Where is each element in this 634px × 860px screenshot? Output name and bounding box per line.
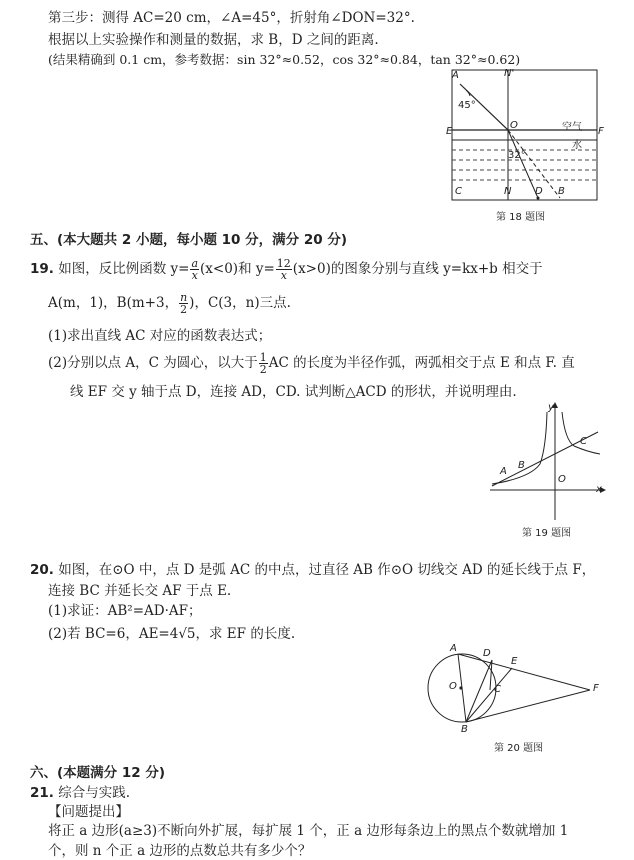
fig19-label-C: C [580,436,587,447]
fig18-label-32deg: 32° [508,150,526,161]
q19-f4-num: 1 [259,351,267,364]
fig19-caption: 第 19 题图 [522,528,572,539]
q19-f3-num: n [180,291,188,304]
q19-text-2b: )，C(3，n)三点. [189,295,291,311]
q19-text-1a: 如图，反比例函数 y= [58,261,190,277]
q20-part2: (2)若 BC=6，AE=4√5，求 EF 的长度. [48,626,296,642]
fig19-label-O: O [558,474,566,485]
fig18-label-D: D [535,186,543,197]
q18-step3: 第三步：测得 AC=20 cm，∠A=45°，折射角∠DON=32°. [48,10,415,26]
q20-part1: (1)求证：AB²=AD·AF； [48,603,202,619]
fig20-label-F: F [593,683,599,694]
fig19-label-B: B [518,460,525,471]
q21-number: 21. [30,785,54,801]
q19-text-p2a: (2)分别以点 A，C 为圆心，以大于 [48,355,258,371]
q18-ask: 根据以上实验操作和测量的数据，求 B，D 之间的距离. [48,32,379,48]
q21-text-1: 将正 a 边形(a≥3)不断向外扩展，每扩展 1 个，正 a 边形每条边上的黑点个数就增加 1 [48,823,569,839]
fig18-label-F: F [598,126,604,137]
q19-f1-den: x [191,269,198,282]
fig19-label-A: A [500,466,507,477]
q19-f2-den: x [280,269,287,282]
fig18-label-Nprime: N' [504,68,515,79]
fig18-label-E: E [446,126,453,137]
q21-text-2: 个，则 n 个正 a 边形的点数总共有多少个？ [48,843,312,859]
fig20-label-B: B [461,724,468,735]
fig18-label-45deg: 45° [458,100,476,111]
q19-text-1b: (x<0)和 y= [200,261,275,277]
fig19-label-y: y [548,402,554,413]
q20-number: 20. [30,562,54,578]
q19-text-p2b: AC 的长度为半径作弧，两弧相交于点 E 和点 F. 直 [268,355,575,371]
section5-title: 五、(本大题共 2 小题，每小题 10 分，满分 20 分) [30,232,348,248]
q19-f3-den: 2 [180,303,188,316]
q21-title: 综合与实践. [58,785,131,801]
q19-f2-num: 12 [276,257,291,270]
fig20-label-D: D [483,648,491,659]
q19-f4-den: 2 [259,363,267,376]
q19-part1: (1)求出直线 AC 对应的函数表达式； [48,328,272,344]
fig20-label-A: A [450,643,457,654]
q20-text-1: 如图，在⊙O 中，点 D 是弧 AC 的中点，过直径 AB 作⊙O 切线交 AD 的延长线于点 F， [58,562,596,578]
fig18-label-O: O [510,120,518,131]
q18-precision: (结果精确到 0.1 cm，参考数据：sin 32°≈0.52，cos 32°≈0.84，tan 32°≈0.62) [48,52,521,67]
q21-heading: 【问题提出】 [48,804,129,820]
fig18-label-B: B [558,186,565,197]
fig19-label-x: x [596,484,602,495]
fig18-label-N: N [504,186,512,197]
q21-line1 [30,784,130,802]
fig18-label-A: A [452,70,459,81]
q19-text-2a: A(m，1)，B(m+3， [48,295,179,311]
fig18-label-air: 空气 [562,122,582,133]
fig20-label-O: O [449,681,457,692]
q20-line2: 连接 BC 并延长交 AF 于点 E. [48,583,232,599]
fig18-label-C: C [455,186,462,197]
fig18-label-water: 水 [572,140,582,151]
fig20-label-C: C [494,684,501,695]
section6-title: 六、(本题满分 12 分) [30,765,166,781]
q19-number: 19. [30,261,54,277]
fig20-caption: 第 20 题图 [494,743,544,754]
q19-text-1c: (x>0)的图象分别与直线 y=kx+b 相交于 [292,261,543,277]
q19-f1-num: a [191,257,199,270]
fig18-caption: 第 18 题图 [496,212,546,223]
fig20-label-E: E [511,656,518,667]
q19-part2-line2: 线 EF 交 y 轴于点 D，连接 AD，CD. 试判断△ACD 的形状，并说明理由. [70,384,517,400]
